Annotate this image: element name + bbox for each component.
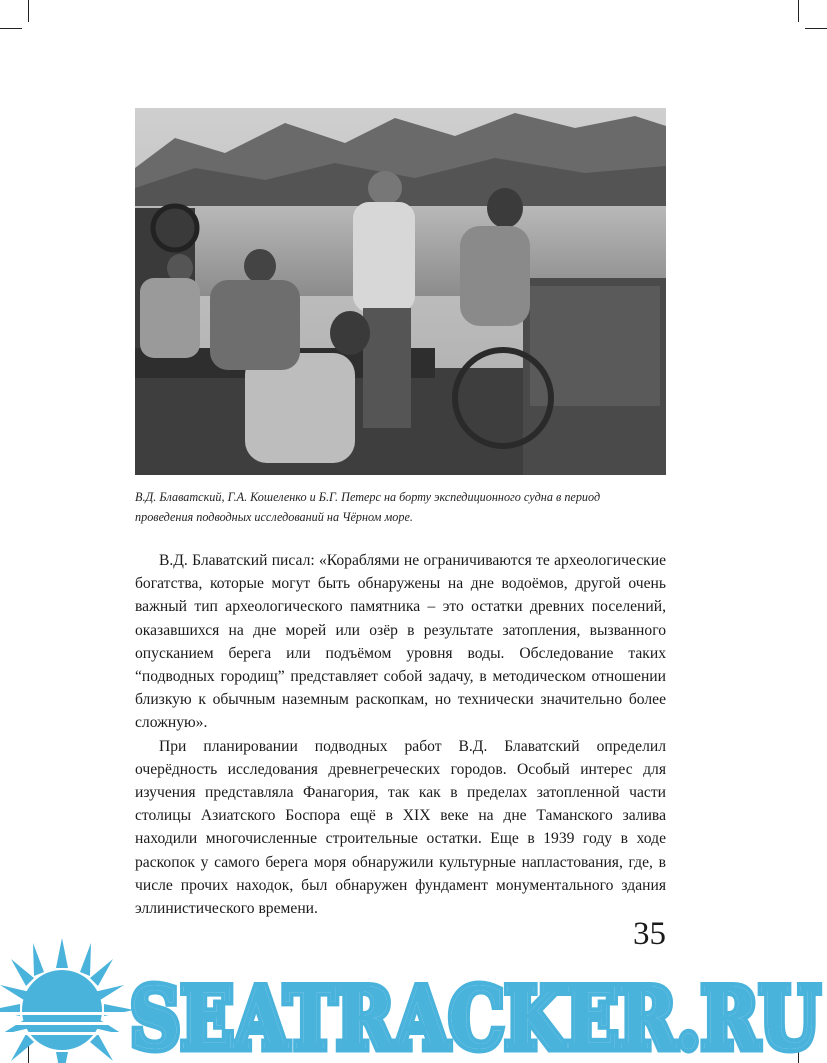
page-number: 35 xyxy=(633,916,666,952)
crop-mark xyxy=(805,28,827,29)
caption-line: проведения подводных исследований на Чёрном море. xyxy=(135,510,413,524)
crop-mark xyxy=(28,0,29,22)
body-text xyxy=(135,549,666,920)
watermark-text: SEATRACKER.RU xyxy=(130,969,820,1063)
photograph-icon xyxy=(135,108,666,475)
photo-caption xyxy=(135,487,666,527)
sun-icon xyxy=(0,938,134,1063)
paragraph: В.Д. Блаватский писал: «Кораблями не ограничиваются те археологические богатства, которые могут быть обнаружены на дне водоёмов, другой очень важный тип археологического памятника – это остатки древних поселений, оказавшихся на дне морей или озёр в результате затопления, вызванного опусканием берега или подъёмом уровня воды. Обследование таких “подводных городищ” представляет собой задачу, в методическом отношении близкую к обычным наземным раскопкам, но технически значительно более сложную». xyxy=(135,552,666,732)
crop-mark xyxy=(0,28,22,29)
watermark-text-fill: SEATRACKER.RU xyxy=(130,969,820,1063)
archival-photograph xyxy=(135,108,666,475)
caption-line: В.Д. Блаватский, Г.А. Кошеленко и Б.Г. Петерс на борту экспедиционного судна в период xyxy=(135,490,601,504)
paragraph: При планировании подводных работ В.Д. Блаватский определил очерёдность исследования древнегреческих городов. Особый интерес для изучения представляла Фанагория, так как в пределах затопленной части столицы Азиатского Боспора ещё в XIX веке на дне Таманского залива находили многочисленные строительные остатки. Еще в 1939 году в ходе раскопок у самого берега моря обнаружили культурные напластования, где, в числе прочих находок, был обнаружен фундамент монументального здания эллинистического времени. xyxy=(135,737,666,918)
crop-mark xyxy=(798,0,799,22)
watermark-graphic xyxy=(0,930,827,1063)
watermark xyxy=(0,930,827,1063)
